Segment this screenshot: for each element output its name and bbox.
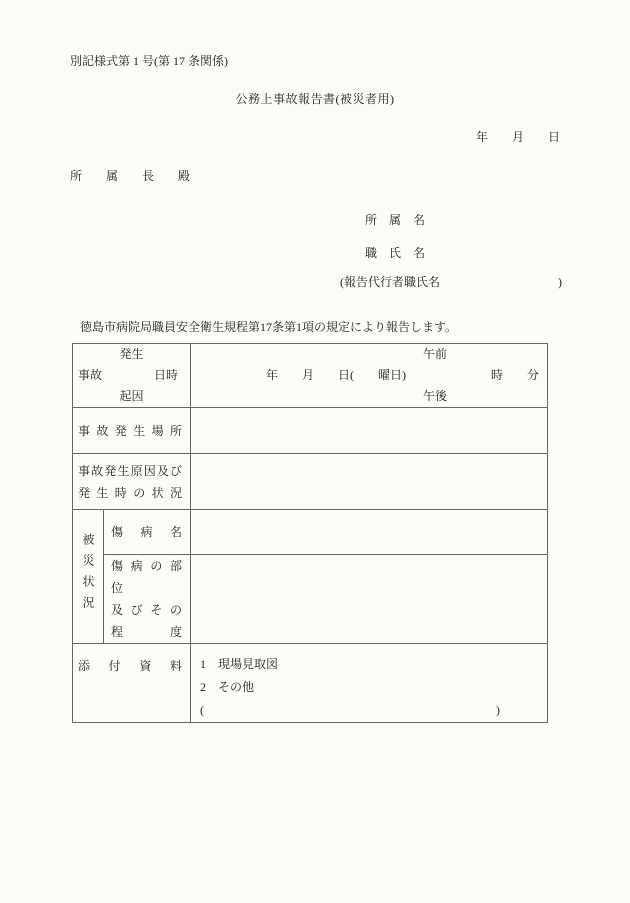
location-label: 事 故 発 生 場 所: [78, 423, 182, 438]
location-header-cell: [73, 408, 191, 454]
time-part-label: 時 分: [490, 368, 539, 382]
pm-label: 午後: [423, 389, 448, 403]
paren-open: (: [200, 703, 204, 717]
cause-label-line1: 事故発生原因及び: [78, 463, 182, 478]
report-date-line: 年 月 日: [476, 130, 561, 144]
datetime-entry-cell: [191, 344, 548, 408]
table-row-injury-name: [73, 510, 548, 555]
attachment-item-1: 1 現場見取図: [200, 657, 279, 671]
injury-name-label: 傷 病 名: [111, 525, 182, 539]
table-row-cause: [73, 454, 548, 510]
form-number: 別記様式第 1 号(第 17 条関係): [70, 54, 228, 68]
proxy-reporter-label: (報告代行者職氏名: [340, 275, 440, 289]
injury-part-label-line2: 及 び そ の 程 度: [111, 603, 182, 639]
cause-header-cell: [73, 454, 191, 510]
injury-part-label-line1: 傷 病 の 部 位: [111, 559, 182, 595]
table-row-location: [73, 408, 548, 454]
victim-status-label: 被災状況: [81, 532, 95, 617]
datetime-label-middle: [73, 365, 190, 386]
victim-status-vertical-cell: [73, 510, 104, 644]
attachment-other-paren-line: [191, 699, 500, 722]
proxy-reporter-line: [340, 275, 562, 290]
attachments-label: 添 付 資 料: [78, 659, 182, 673]
location-entry-cell: [191, 408, 548, 454]
attachments-entry-cell: [191, 644, 548, 723]
page-title: 公務上事故報告書(被災者用): [235, 92, 395, 106]
datetime-label-bottom: 起因: [119, 389, 144, 403]
injury-name-entry-cell: [191, 510, 548, 555]
affiliation-label: 所 属 名: [365, 213, 426, 227]
intro-sentence: 徳島市病院局職員安全衛生規程第17条第1項の規定により報告します。: [80, 320, 458, 334]
injury-part-header-cell: [104, 555, 191, 644]
paren-close: ): [496, 703, 500, 717]
cause-entry-cell: [191, 454, 548, 510]
datetime-label-top: 発生: [119, 347, 144, 361]
attachment-item-2: 2 その他: [200, 680, 255, 694]
datetime-header-cell: [73, 344, 191, 408]
attachments-header-cell: [73, 644, 191, 723]
proxy-reporter-close-paren: ): [558, 275, 562, 289]
date-part-label: 年 月 日( 曜日): [266, 368, 406, 382]
report-table: [72, 343, 548, 723]
datetime-blank-line: [191, 365, 547, 386]
job-name-label: 職 氏 名: [365, 246, 426, 260]
table-row-injury-part: [73, 555, 548, 644]
cause-label-line2: 発 生 時 の 状 況: [78, 485, 182, 500]
datetime-label-right: 日時: [153, 368, 178, 382]
injury-part-entry-cell: [191, 555, 548, 644]
table-row-attachments: [73, 644, 548, 723]
am-label: 午前: [423, 347, 448, 361]
injury-name-header-cell: [104, 510, 191, 555]
datetime-label-left: 事故: [78, 368, 103, 382]
addressee-line: 所 属 長 殿: [70, 169, 191, 183]
table-row-datetime: [73, 344, 548, 408]
